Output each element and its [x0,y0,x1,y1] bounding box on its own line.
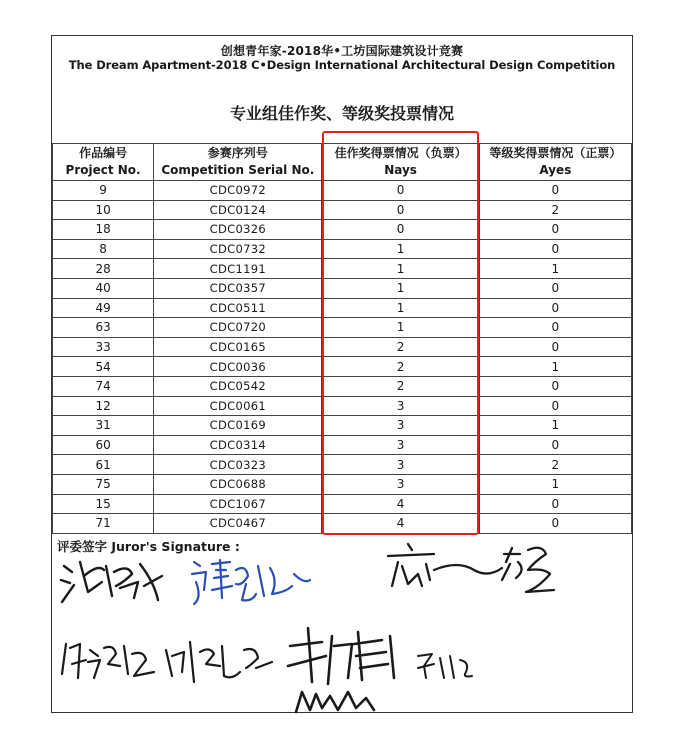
header-nays-cn: 佳作奖得票情况（负票） [334,146,467,160]
cell-ayes: 0 [479,220,631,240]
cell-ayes: 0 [479,318,631,338]
table-row [53,357,632,377]
cell-project: 15 [53,494,154,514]
cell-ayes: 2 [479,455,631,475]
cell-serial: CDC0165 [154,337,322,357]
table-row [53,181,632,201]
table-row [53,514,632,534]
cell-ayes: 0 [479,337,631,357]
cell-project: 10 [53,200,154,220]
cell-serial: CDC0326 [154,220,322,240]
header-nays [322,144,479,181]
cell-ayes: 0 [479,278,631,298]
table-row [53,416,632,436]
cell-project: 40 [53,278,154,298]
title-chinese: 创想青年家-2018华•工坊国际建筑设计竞赛 [220,44,464,58]
cell-serial: CDC0169 [154,416,322,436]
page-subtitle: 专业组佳作奖、等级奖投票情况 [229,104,454,123]
header-serial-en: Competition Serial No. [161,163,315,177]
cell-ayes: 0 [479,514,631,534]
table-row [53,337,632,357]
table-row [53,200,632,220]
cell-serial: CDC0314 [154,435,322,455]
cell-nays: 3 [322,396,479,416]
cell-nays: 1 [322,298,479,318]
cell-project: 8 [53,239,154,259]
signature-6 [282,622,410,718]
cell-ayes: 0 [479,435,631,455]
votes-table [52,143,632,534]
cell-nays: 1 [322,318,479,338]
cell-serial: CDC0357 [154,278,322,298]
cell-serial: CDC0467 [154,514,322,534]
cell-nays: 0 [322,220,479,240]
cell-ayes: 1 [479,357,631,377]
cell-ayes: 1 [479,259,631,279]
cell-nays: 1 [322,259,479,279]
header-ayes [479,144,631,181]
table-row [53,376,632,396]
header-project-en: Project No. [65,163,141,177]
cell-serial: CDC1067 [154,494,322,514]
signature-1 [58,552,166,608]
cell-ayes: 0 [479,376,631,396]
signature-3 [378,540,568,602]
cell-project: 18 [53,220,154,240]
header-ayes-en: Ayes [539,163,572,177]
table-row [53,298,632,318]
cell-ayes: 0 [479,396,631,416]
cell-serial: CDC0511 [154,298,322,318]
header-ayes-cn: 等级奖得票情况（正票） [489,146,622,160]
document-sheet [51,35,633,713]
cell-project: 60 [53,435,154,455]
cell-nays: 0 [322,200,479,220]
header-project-cn: 作品编号 [79,146,128,160]
cell-nays: 2 [322,337,479,357]
header-nays-en: Nays [384,163,417,177]
header-serial-cn: 参赛序列号 [207,146,268,160]
cell-project: 49 [53,298,154,318]
cell-nays: 1 [322,278,479,298]
cell-project: 71 [53,514,154,534]
table-header-row [53,144,632,181]
cell-project: 75 [53,474,154,494]
cell-ayes: 0 [479,494,631,514]
cell-nays: 3 [322,416,479,436]
table-body [53,181,632,534]
cell-serial: CDC0323 [154,455,322,475]
signature-5 [160,632,280,688]
cell-project: 33 [53,337,154,357]
cell-serial: CDC0720 [154,318,322,338]
cell-ayes: 0 [479,181,631,201]
table-row [53,455,632,475]
title-english: The Dream Apartment-2018 C•Design International Architectural Design Competition [68,58,616,72]
cell-nays: 4 [322,494,479,514]
cell-project: 54 [53,357,154,377]
cell-serial: CDC0061 [154,396,322,416]
cell-nays: 4 [322,514,479,534]
cell-nays: 0 [322,181,479,201]
cell-ayes: 0 [479,239,631,259]
table-row [53,278,632,298]
header-project [53,144,154,181]
table-row [53,474,632,494]
cell-ayes: 0 [479,298,631,318]
cell-project: 31 [53,416,154,436]
cell-nays: 1 [322,239,479,259]
table-row [53,220,632,240]
cell-nays: 3 [322,455,479,475]
table-row [53,318,632,338]
signature-4 [58,634,158,688]
cell-ayes: 2 [479,200,631,220]
cell-project: 12 [53,396,154,416]
cell-ayes: 1 [479,474,631,494]
table-row [53,396,632,416]
cell-nays: 3 [322,435,479,455]
cell-serial: CDC1191 [154,259,322,279]
cell-project: 28 [53,259,154,279]
cell-serial: CDC0688 [154,474,322,494]
cell-ayes: 1 [479,416,631,436]
signature-2 [186,550,314,608]
cell-serial: CDC0124 [154,200,322,220]
cell-project: 63 [53,318,154,338]
cell-serial: CDC0972 [154,181,322,201]
signature-7 [414,648,478,684]
cell-project: 74 [53,376,154,396]
header-serial [154,144,322,181]
cell-serial: CDC0732 [154,239,322,259]
cell-serial: CDC0036 [154,357,322,377]
cell-nays: 2 [322,357,479,377]
juror-signature-label: 评委签字 Juror's Signature : [57,539,240,554]
table-row [53,494,632,514]
table-row [53,435,632,455]
table-row [53,259,632,279]
cell-project: 9 [53,181,154,201]
cell-project: 61 [53,455,154,475]
cell-serial: CDC0542 [154,376,322,396]
cell-nays: 3 [322,474,479,494]
cell-nays: 2 [322,376,479,396]
table-row [53,239,632,259]
